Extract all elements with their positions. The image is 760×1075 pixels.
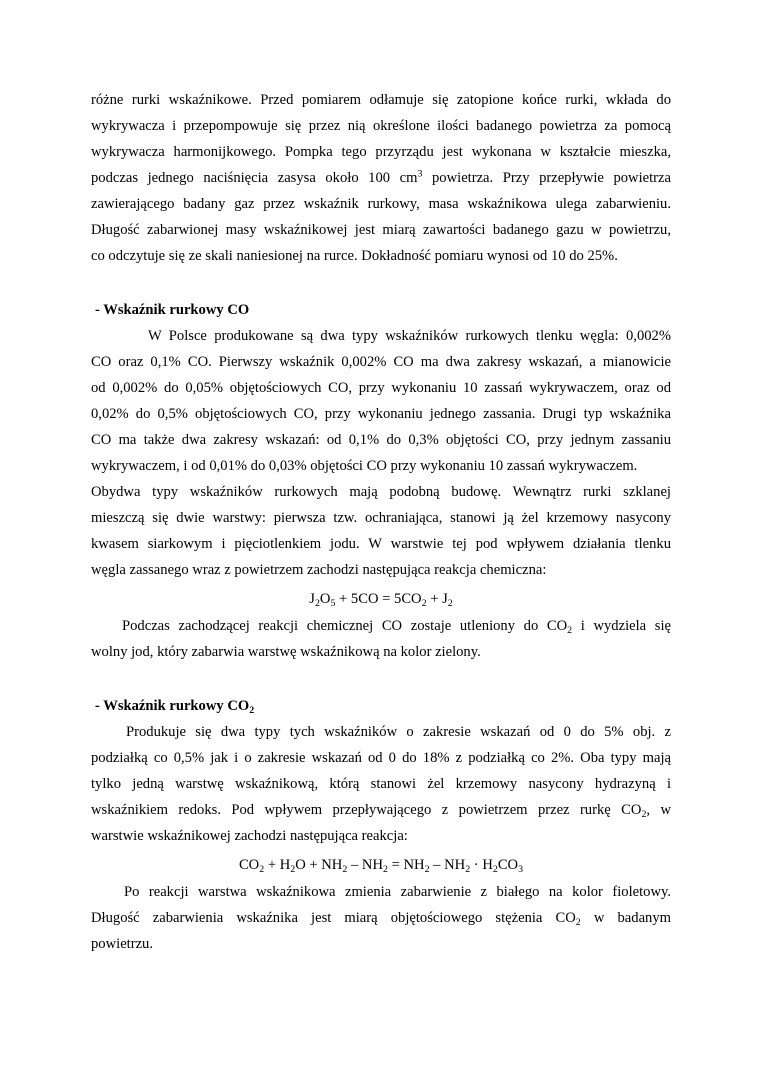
paragraph-line: węgla zassanego wraz z powietrzem zachodzi następująca reakcja chemiczna: bbox=[91, 562, 547, 578]
section-heading: - Wskaźnik rurkowy $CO_2$ bbox=[95, 698, 255, 716]
paragraph-line: wykrywacza i przepompowuje się przez nią określone ilości badanego powietrza za pomocą bbox=[91, 118, 671, 134]
paragraph-line: Podczas zachodzącej reakcji chemicznej CO zostaje utleniony do $CO_2$ i wydziela się bbox=[122, 618, 671, 636]
superscript: 3 bbox=[417, 168, 423, 180]
paragraph-line: co odczytuje się ze skali naniesionej na rurce. Dokładność pomiaru wynosi od 10 do 25%. bbox=[91, 248, 618, 264]
paragraph-line: Obydwa typy wskaźników rurkowych mają podobną budowę. Wewnątrz rurki szklanej bbox=[91, 484, 671, 500]
paragraph-line: wskaźnikiem redoks. Pod wpływem przepływającego z powietrzem przez rurkę $CO_2$, w bbox=[91, 802, 671, 820]
line-text: powietrza. Przy przepływie powietrza bbox=[432, 170, 671, 186]
paragraph-line: wolny jod, który zabarwia warstwę wskaźnikową na kolor zielony. bbox=[91, 644, 481, 660]
paragraph-line: 0,02% do 0,5% objętościowych CO, przy wykonaniu jednego zassania. Drugi typ wskaźnika bbox=[91, 406, 671, 422]
paragraph-line: CO ma także dwa zakresy wskazań: od 0,1% do 0,3% objętości CO, przy jednym zassaniu bbox=[91, 432, 671, 448]
paragraph-line: Długość zabarwionej masy wskaźnikowej jest miarą zawartości badanego gazu w powietrzu, bbox=[91, 222, 671, 238]
paragraph-line: CO oraz 0,1% CO. Pierwszy wskaźnik 0,002% CO ma dwa zakresy wskazań, a mianowicie bbox=[91, 354, 671, 370]
paragraph-line: Długość zabarwienia wskaźnika jest miarą objętościowego stężenia $CO_2$ w badanym bbox=[91, 910, 671, 928]
paragraph-line: wykrywacza harmonijkowego. Pompka tego przyrządu jest wykonana w kształcie mieszka, bbox=[91, 144, 671, 160]
paragraph-line: mieszczą się dwie warstwy: pierwsza tzw. ochraniająca, stanowi ją żel krzemowy nasycony bbox=[91, 510, 671, 526]
paragraph-line: od 0,002% do 0,05% objętościowych CO, przy wykonaniu 10 zassań wykrywaczem, oraz od bbox=[91, 380, 671, 396]
paragraph-line: W Polsce produkowane są dwa typy wskaźników rurkowych tlenku węgla: 0,002% bbox=[148, 328, 671, 344]
chemical-equation: $J_2O_5 + 5CO = 5CO_2 + J_2$ bbox=[309, 591, 453, 609]
paragraph-line: zawierającego badany gaz przez wskaźnik rurkowy, masa wskaźnikowa ulega zabarwieniu. bbox=[91, 196, 671, 212]
paragraph-line: Produkuje się dwa typy tych wskaźników o zakresie wskazań od 0 do 5% obj. z bbox=[126, 724, 671, 740]
paragraph-line: podziałką co 0,5% jak i o zakresie wskazań od 0 do 18% z podziałką co 2%. Oba typy mają bbox=[91, 750, 671, 766]
section-heading: - Wskaźnik rurkowy CO bbox=[95, 302, 250, 318]
paragraph-line: powietrzu. bbox=[91, 936, 154, 952]
paragraph-line bbox=[91, 168, 671, 188]
chemical-equation: $CO_2 + H_2O + NH_2 - NH_2 = NH_2 - NH_2 \cdot H_2CO_3$ bbox=[238, 857, 524, 875]
paragraph-line: wykrywaczem, i od 0,01% do 0,03% objętości CO przy wykonaniu 10 zassań wykrywaczem. bbox=[91, 458, 638, 474]
paragraph-line: warstwie wskaźnikowej zachodzi następująca reakcja: bbox=[91, 828, 408, 844]
paragraph-line: różne rurki wskaźnikowe. Przed pomiarem odłamuje się zatopione końce rurki, wkłada do bbox=[91, 92, 671, 108]
paragraph-line: Po reakcji warstwa wskaźnikowa zmienia zabarwienie z białego na kolor fioletowy. bbox=[124, 884, 671, 900]
paragraph-line: tylko jedną warstwę wskaźnikową, którą stanowi żel krzemowy nasycony hydrazyną i bbox=[91, 776, 671, 792]
paragraph-line: kwasem siarkowym i pięciotlenkiem jodu. W warstwie tej pod wpływem działania tlenku bbox=[91, 536, 671, 552]
line-text: podczas jednego naciśnięcia zasysa około 100 cm bbox=[91, 170, 418, 186]
